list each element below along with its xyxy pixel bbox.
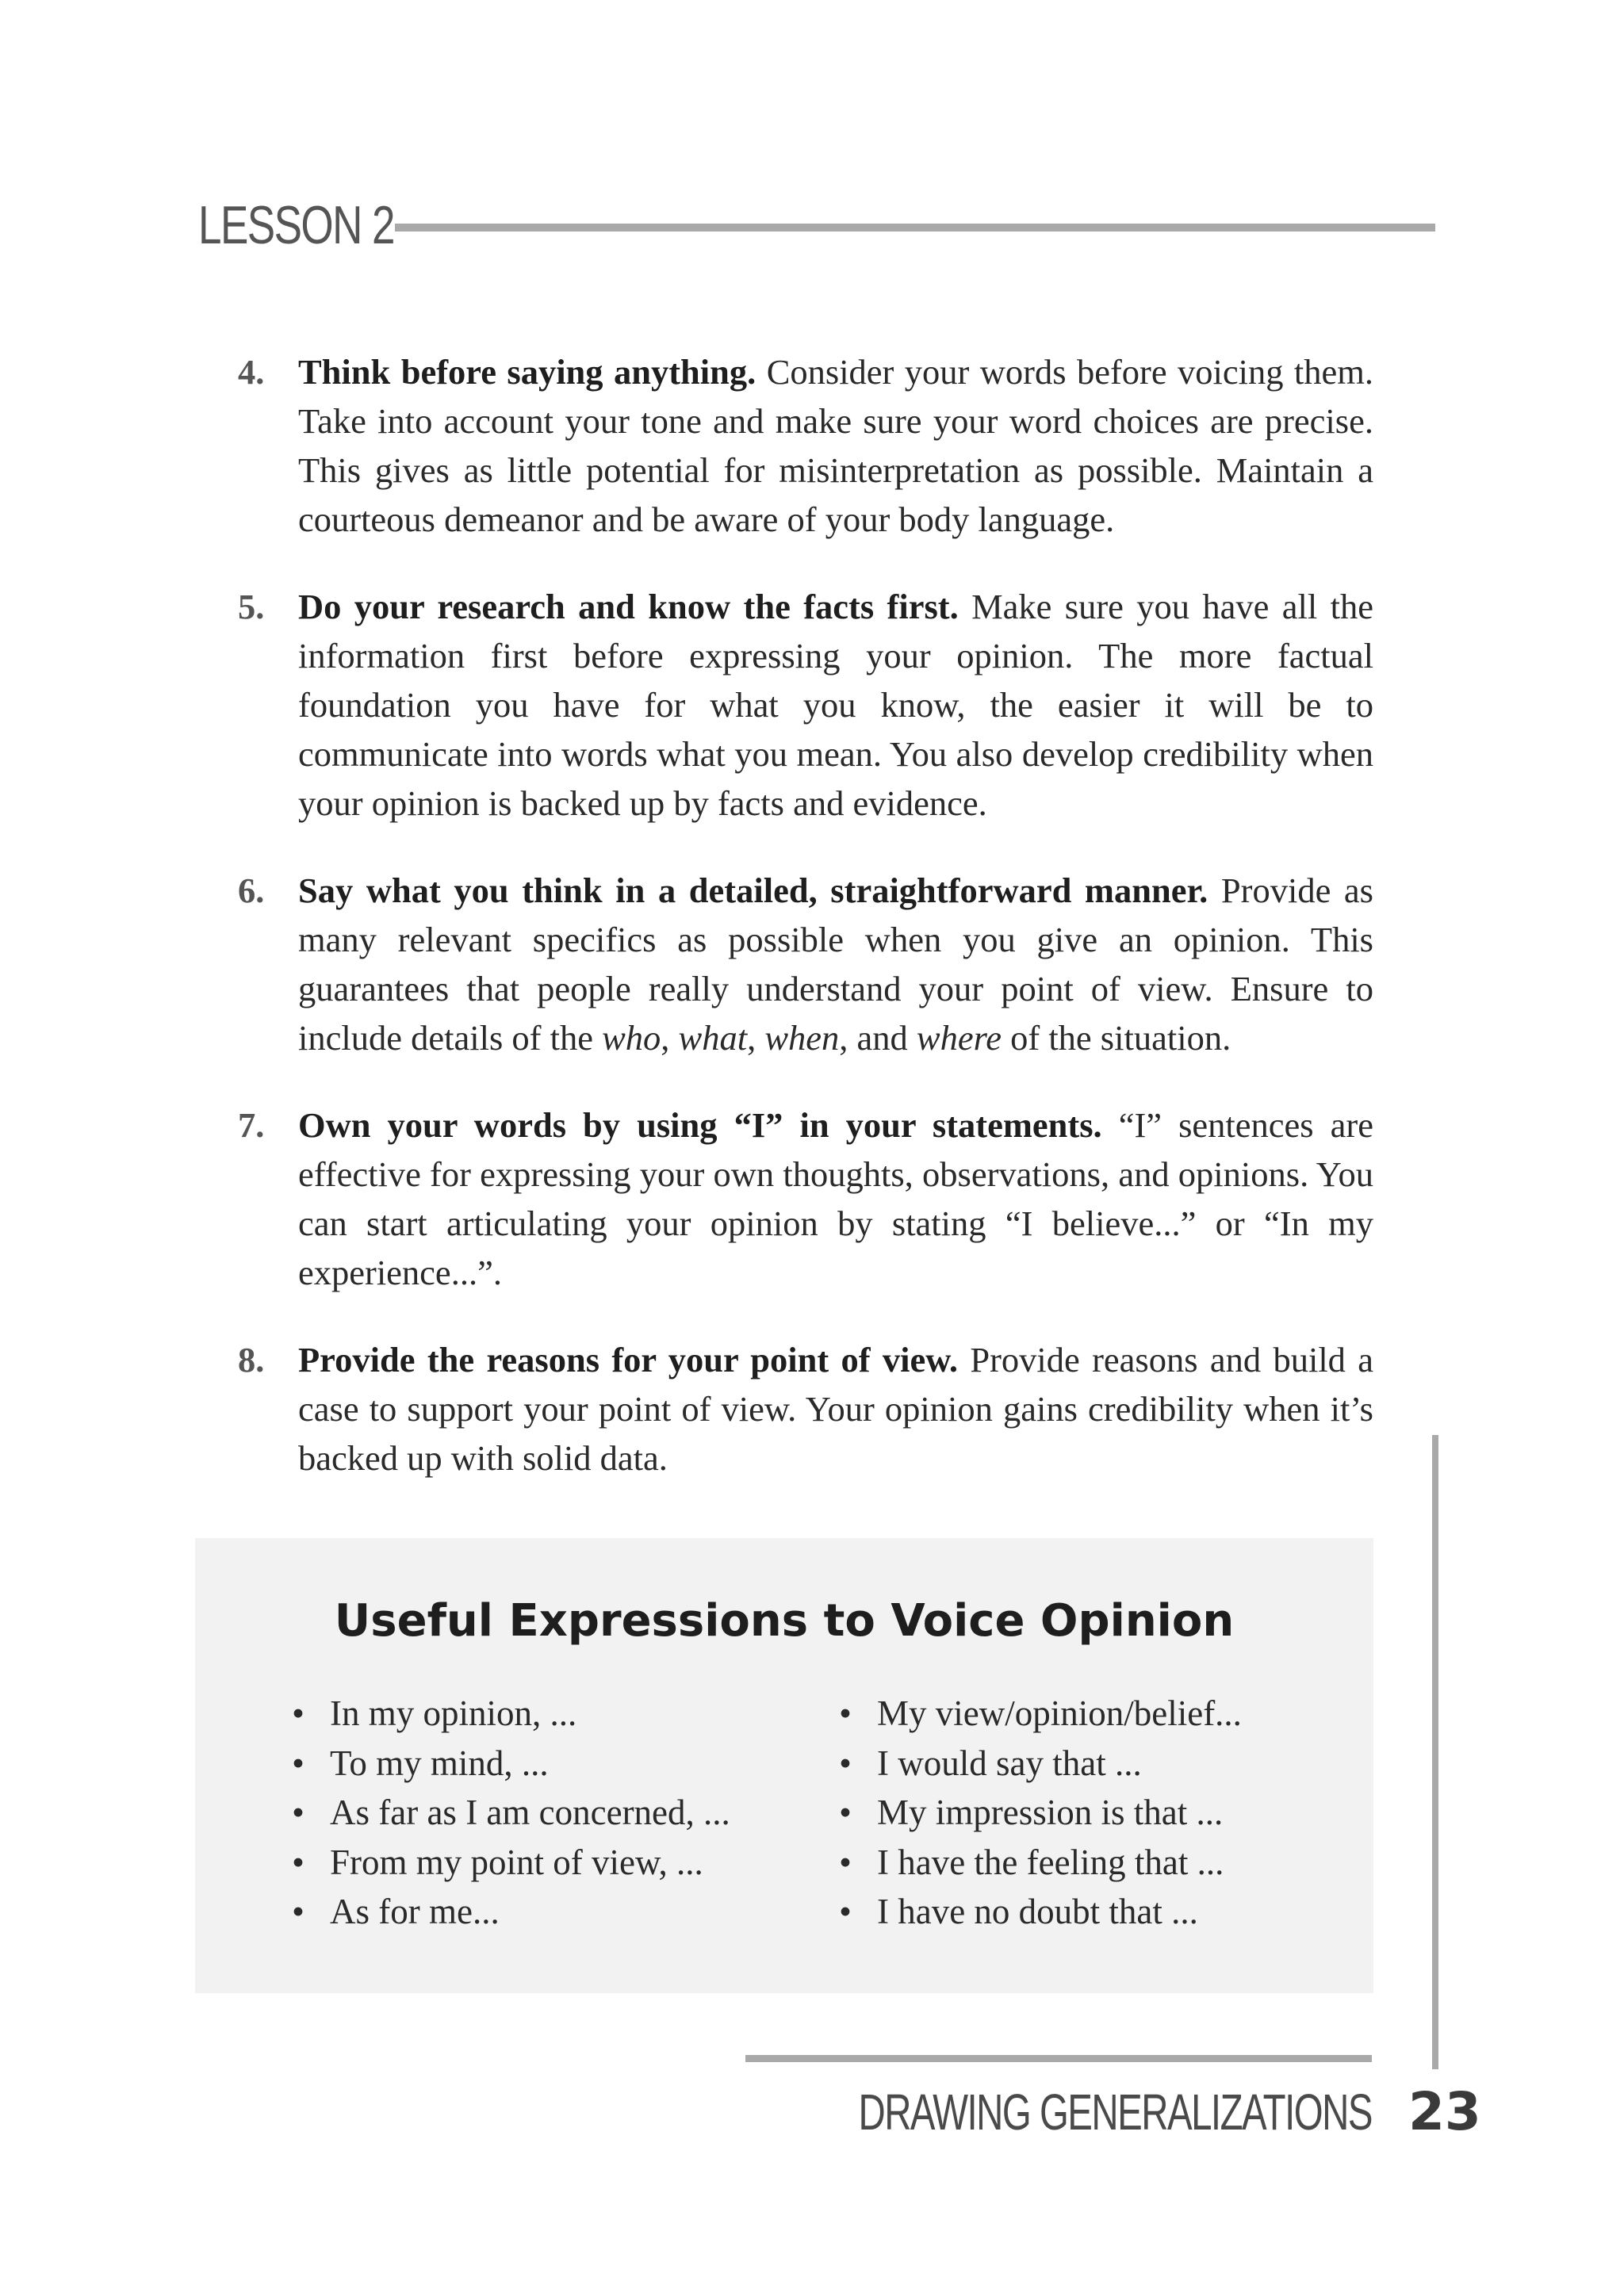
tip-body-emphasis: who [602,1018,661,1058]
expression-text: I have the feeling that ... [877,1842,1224,1882]
tip-heading: Think before saying anything. [298,352,756,392]
expression-item [282,1689,730,1739]
tip-body: Make sure you have all the information first before expressing your opinion. The more factual foundation you have for what you know, the easier it will be to communicate into words what you mean. You also develop credibility when your opinion is backed up by facts and evidence. [298,587,1373,823]
tip-body-text: Provide as many relevant specifics as possible when you give an opinion. This guarantees that people really understand your point of view. Ensure to include details of the [298,871,1373,1058]
tip-heading: Own your words by using “I” in your statements. [298,1105,1102,1145]
expression-text: I have no doubt that ... [877,1892,1198,1931]
expression-item [829,1788,1242,1838]
tip-body: Consider your words before voicing them. Take into account your tone and make sure your word choices are precise. This gives as little potential for misinterpretation as possible. Maintain a courteous demeanor and be aware of your body language. [298,352,1373,539]
expressions-title: Useful Expressions to Voice Opinion [334,1595,1235,1647]
side-margin-rule [1432,1435,1438,2069]
expression-text: My view/opinion/belief... [877,1693,1242,1733]
expressions-box [195,1538,1373,1993]
footer-rule [745,2055,1372,2062]
tip-body-emphasis: when [764,1018,840,1058]
lesson-label: LESSON 2 [198,195,394,255]
bullet-icon: • [292,1693,304,1733]
tip-body-text: , [661,1018,679,1058]
tip-heading: Do your research and know the facts first. [298,587,959,626]
expression-item [282,1788,730,1838]
expression-text: As far as I am concerned, ... [330,1793,730,1832]
tip-body-text: , and [839,1018,917,1058]
tip-body-emphasis: where [916,1018,1002,1058]
expression-text: From my point of view, ... [330,1842,703,1882]
expression-text: My impression is that ... [877,1793,1224,1832]
tip-body-text: of the situation. [1002,1018,1231,1058]
tip-item [238,347,1373,544]
expression-item [282,1739,730,1789]
expressions-list-right [829,1689,1242,1937]
expression-item [282,1838,730,1888]
tip-body-emphasis: what [678,1018,748,1058]
tip-heading: Say what you think in a detailed, straightforward manner. [298,871,1208,910]
bullet-icon: • [839,1892,852,1931]
bullet-icon: • [292,1743,304,1783]
footer-section-title: DRAWING GENERALIZATIONS [858,2084,1372,2141]
bullet-icon: • [839,1793,852,1832]
page-number: 23 [1408,2081,1481,2142]
expression-item [829,1838,1242,1888]
expression-item [829,1887,1242,1937]
tip-body-text: , [747,1018,765,1058]
bullet-icon: • [292,1892,304,1931]
tip-heading: Provide the reasons for your point of view. [298,1340,959,1380]
lesson-divider-rule [395,224,1435,232]
expression-item [829,1739,1242,1789]
bullet-icon: • [292,1793,304,1832]
tip-body: Provide reasons and build a case to support your point of view. Your opinion gains credibility when it’s backed up with solid data. [298,1340,1374,1478]
expression-text: In my opinion, ... [330,1693,577,1733]
lesson-header [198,187,1435,263]
tip-number: 5. [238,587,265,626]
bullet-icon: • [839,1743,852,1783]
tip-item [238,1335,1373,1483]
tip-number: 4. [238,352,265,392]
tip-item [238,582,1373,828]
tip-item [238,1100,1373,1297]
expressions-list-left [282,1689,730,1937]
expression-item [829,1689,1242,1739]
expression-text: I would say that ... [877,1743,1142,1783]
tip-number: 8. [238,1340,265,1380]
expression-text: As for me... [330,1892,500,1931]
tip-item [238,866,1373,1062]
bullet-icon: • [292,1842,304,1882]
tip-body: “I” sentences are effective for expressing your own thoughts, observations, and opinions. You can start articulating your opinion by stating “I believe...” or “In my experience...”. [298,1105,1373,1292]
expression-text: To my mind, ... [330,1743,549,1783]
bullet-icon: • [839,1842,852,1882]
expression-item [282,1887,730,1937]
bullet-icon: • [839,1693,852,1733]
tip-number: 6. [238,871,265,910]
tips-list [238,347,1373,1521]
tip-number: 7. [238,1105,265,1145]
